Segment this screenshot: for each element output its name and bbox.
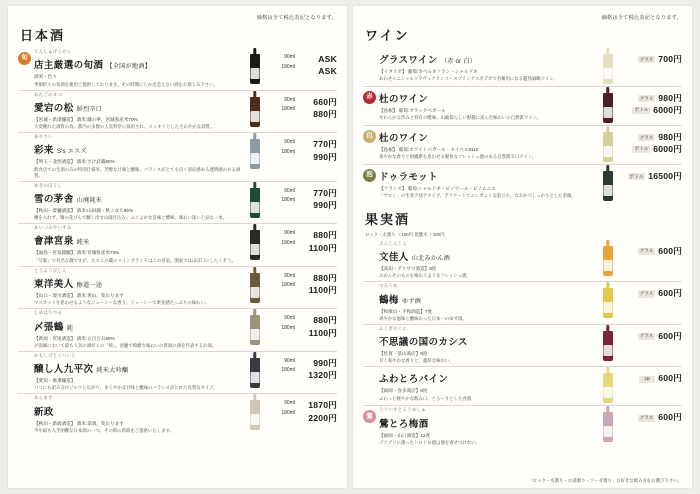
item-info xyxy=(379,50,598,82)
item-name: 文佳人 山北みかん酒 xyxy=(379,252,451,264)
price-column xyxy=(618,89,682,116)
price-line xyxy=(618,412,682,424)
item-info xyxy=(34,396,245,434)
price-column xyxy=(295,135,337,163)
bottle-image xyxy=(247,135,263,169)
menu-item-row xyxy=(363,165,682,203)
badge-slot xyxy=(363,327,379,329)
serving-tag: グラス xyxy=(639,95,654,101)
price-value: 2200円 xyxy=(308,412,337,423)
price-value: 990円 xyxy=(313,199,337,210)
item-description: みかんそのものを味わうようなフレッシュ感。 xyxy=(379,273,471,279)
left-tax-note: 価格は全て税込表記となります。 xyxy=(256,15,337,21)
item-info xyxy=(379,167,598,199)
price-column xyxy=(618,242,682,258)
item-meta: 【島根】 葡萄:ブラックペガール xyxy=(379,108,446,113)
item-name: 鶴梅 ゆず酒 xyxy=(379,294,421,306)
serving-tag: ボトル xyxy=(629,173,644,179)
price-line xyxy=(618,171,682,183)
price-line xyxy=(618,288,682,300)
item-info xyxy=(34,269,245,307)
volume-column xyxy=(265,269,295,291)
item-name-line xyxy=(379,247,595,265)
item-name: 彩来 S's エスズ xyxy=(34,145,87,157)
menu-item-row xyxy=(18,309,337,352)
price-line xyxy=(618,373,682,385)
volume-column xyxy=(265,93,295,115)
price-column xyxy=(618,408,682,424)
badge-slot xyxy=(18,311,34,313)
badge-slot xyxy=(363,50,379,52)
menu-item-row xyxy=(18,352,337,395)
price-value: 600円 xyxy=(658,412,682,423)
item-description: 爽やかな風味と酸味わった日本一のゆず酒。 xyxy=(379,315,467,321)
section-title-wine: ワイン xyxy=(365,28,410,43)
item-description: 「サロン」の生産テ経ゲセイブ、デリケートでエレガントな泡立ち、なおかつしっかりとした余韻。 xyxy=(379,193,576,199)
price-value: 1320円 xyxy=(308,370,337,381)
item-name-line xyxy=(34,98,242,116)
item-furigana: つるうめ xyxy=(379,283,398,289)
volume-value: 90ml xyxy=(284,187,295,194)
badge-slot xyxy=(18,50,34,65)
item-subtitle: 山廃純米 xyxy=(76,196,103,204)
serving-tag: グラス xyxy=(639,415,654,421)
volume-column xyxy=(265,354,295,376)
item-meta: 【埼玉・北西酒造】 酒米:さけ武蔵60% xyxy=(34,159,115,165)
price-value: 880円 xyxy=(313,230,337,241)
badge-slot xyxy=(18,396,34,398)
item-furigana: あらまさ xyxy=(34,395,53,401)
item-name: 新政 xyxy=(34,406,54,418)
item-meta: 【秋田・齋彌酒造】 酒米:山田錦・秋こまち65% xyxy=(34,207,134,213)
item-furigana: ふしぎのくに xyxy=(379,325,408,331)
item-name: 愛宕の松 鮮烈辛口 xyxy=(34,102,103,114)
price-column xyxy=(618,128,682,155)
badge-slot xyxy=(18,354,34,356)
item-meta: 酒米・色々 xyxy=(34,74,57,80)
item-name: ドゥラモット xyxy=(379,172,438,183)
item-name: 不思議の国のカシス xyxy=(379,337,468,349)
badge-slot xyxy=(363,89,379,104)
price-column xyxy=(295,396,337,424)
badge-slot xyxy=(18,135,34,137)
badge-slot xyxy=(18,184,34,186)
menu-item-row xyxy=(18,48,337,91)
volume-column xyxy=(265,135,295,157)
bottle-image xyxy=(247,396,263,430)
item-furigana: ぶんじんじん xyxy=(379,240,408,246)
volume-value: 90ml xyxy=(284,54,295,60)
price-column xyxy=(618,284,682,300)
item-info xyxy=(379,369,598,401)
item-furigana: てんしゅげんせん xyxy=(34,49,72,54)
bottle-image xyxy=(247,93,263,127)
item-furigana: とうようびじん xyxy=(34,267,67,273)
volume-value: 180ml xyxy=(281,282,295,289)
price-value: 980円 xyxy=(658,132,682,142)
item-subtitle: 純米 xyxy=(76,239,90,247)
bottle-image xyxy=(247,226,263,260)
serving-tag: グラス xyxy=(639,248,654,254)
price-value: 1100円 xyxy=(308,327,337,338)
left-page xyxy=(8,6,347,488)
price-column xyxy=(618,50,682,66)
item-meta: 【秋田・新政酒造】 酒米:掌酒、変わります xyxy=(34,420,124,426)
volume-column xyxy=(265,184,295,206)
menu-item-row xyxy=(363,367,682,406)
volume-value: 180ml xyxy=(281,106,295,113)
volume-value: 180ml xyxy=(281,197,295,204)
item-meta: 【フランス】 葡萄:シャルドネ・ピノワール・ピノムニエ xyxy=(379,186,496,191)
item-name: 〆張鶴 純 xyxy=(34,321,74,333)
price-column xyxy=(618,369,682,385)
bottle-image xyxy=(600,50,616,84)
volume-column xyxy=(265,311,295,333)
item-info xyxy=(34,354,245,392)
item-meta: 【イタリア】 葡萄:カベルネフラン・シャルドネ xyxy=(379,69,478,74)
price-value: 600円 xyxy=(658,373,682,384)
price-column xyxy=(295,184,337,212)
item-description: 櫂を入れず、麹の花びらで醸し出す山廃仕込み。ふくよかな旨味と酸味、味わい深い上品な一本。 xyxy=(34,215,228,221)
bottle-image xyxy=(247,184,263,218)
item-name-line xyxy=(379,89,595,107)
item-info xyxy=(379,89,598,121)
volume-value: 90ml xyxy=(284,230,295,237)
right-page xyxy=(353,6,692,488)
right-tax-note: 価格は全て税込表記となります。 xyxy=(601,15,682,21)
menu-item-row xyxy=(363,282,682,325)
serving-tag: ボトル xyxy=(634,146,649,152)
item-description: パリにも訳み分けジルウと広がり、まろやかな甘味と酸味のバランスがとれた良質なタイプ。 xyxy=(34,385,218,391)
item-meta: 【福岡・山口酒造】12度 xyxy=(379,432,431,438)
item-meta: 【新潟・宮尾酒造】 酒米:五百万石50% xyxy=(34,335,115,341)
price-value: 880円 xyxy=(313,272,337,283)
price-value: 6000円 xyxy=(653,143,682,154)
price-value: 770円 xyxy=(313,187,337,198)
price-column xyxy=(295,226,337,254)
item-name: 杜のワイン xyxy=(379,133,429,144)
item-description: 大変優れた酒質の為、都内の多数の人気料亭に採用され、スッキリとしたさわやかな酒質。 xyxy=(34,124,215,130)
soda-note: ロック・水割り ＋100円 炭酸水 ＋100円 xyxy=(365,232,445,237)
item-name: グラスワイン （赤 or 白） xyxy=(379,55,477,66)
category-badge: 鶯 xyxy=(363,410,376,423)
sake-item-list xyxy=(18,48,337,436)
item-furigana: しめはりつる xyxy=(34,310,63,316)
badge-slot xyxy=(363,167,379,182)
item-name-line xyxy=(34,55,242,73)
item-name: ふわとろパイン xyxy=(379,374,449,386)
serving-tag: グラス xyxy=(639,333,654,339)
bottle-image xyxy=(600,327,616,361)
badge-slot xyxy=(18,269,34,271)
badge-slot xyxy=(363,369,379,371)
volume-value: 90ml xyxy=(284,272,295,279)
badge-slot xyxy=(363,128,379,143)
serving-tag: グラス xyxy=(639,56,654,62)
item-info xyxy=(379,284,598,322)
item-info xyxy=(34,50,245,88)
item-subtitle: 鮮烈辛口 xyxy=(76,105,103,113)
item-description: あわせイニシャルソアヴェクラシコ・スプリングスボデガで名稱用になる題熟誠鴫ワイン。 xyxy=(379,76,558,82)
bottle-image xyxy=(600,128,616,162)
price-value: ASK xyxy=(318,66,337,77)
price-value: 880円 xyxy=(313,108,337,119)
price-value: 990円 xyxy=(313,357,337,368)
bottle-image xyxy=(600,408,616,442)
item-meta: 【高知・アリサワ酒造】8度 xyxy=(379,266,437,272)
price-value: 16500円 xyxy=(648,171,682,181)
item-info xyxy=(34,311,245,349)
bottle-image xyxy=(247,269,263,303)
serving-tag: ボトル xyxy=(634,107,649,113)
badge-slot xyxy=(363,284,379,286)
category-badge: 赤 xyxy=(363,91,376,104)
item-info xyxy=(379,242,598,280)
volume-value: 90ml xyxy=(284,96,295,103)
bottle-image xyxy=(600,284,616,318)
price-line xyxy=(618,54,682,66)
item-meta: 【福岡・喜多商店】8度 xyxy=(379,388,428,394)
price-column xyxy=(295,50,337,78)
price-column xyxy=(618,327,682,343)
wine-item-list xyxy=(363,48,682,203)
badge-slot xyxy=(18,226,34,228)
item-subtitle: S's エスズ xyxy=(56,148,87,156)
item-description: 〆張鶴において最も人気の酒がこの「純」。淡麗で綺麗な味わいの新潟の酒を代表するお酒。 xyxy=(34,342,217,348)
item-name: 醸し人九平次 純米大吟醸 xyxy=(34,364,129,376)
item-name-line xyxy=(379,290,595,308)
menu-item-row xyxy=(363,48,682,87)
price-value: ASK xyxy=(318,54,337,64)
item-meta: 【佐賀・基山商店】8度 xyxy=(379,351,428,357)
item-description: 季節折々の旬酒を使用ご提供しております。その時期にしか出会えない酒をお楽しみ下さい。 xyxy=(34,81,219,87)
price-value: 600円 xyxy=(658,245,682,256)
item-furigana: うぐいすとろうめしゅ xyxy=(379,407,426,413)
menu-item-row xyxy=(18,91,337,134)
item-subtitle: （赤 or 白） xyxy=(440,58,477,65)
price-column xyxy=(618,167,682,183)
menu-item-row xyxy=(18,267,337,310)
price-value: 600円 xyxy=(658,330,682,341)
item-info xyxy=(34,135,245,178)
badge-slot xyxy=(18,93,34,95)
item-subtitle: 純米大吟醸 xyxy=(96,367,129,375)
price-line xyxy=(618,93,682,105)
item-meta: 【島根】 葡萄:ホワイトペガール・セイベル9110 xyxy=(379,147,479,152)
price-value: 700円 xyxy=(658,54,682,64)
fruit-item-list xyxy=(363,240,682,448)
volume-value: 180ml xyxy=(281,367,295,374)
price-value: 770円 xyxy=(313,139,337,150)
volume-value: 90ml xyxy=(284,139,295,146)
item-subtitle: 【全国が地酒】 xyxy=(106,63,152,71)
item-name-line xyxy=(34,317,242,335)
item-name: 會津宮泉 純米 xyxy=(34,236,90,248)
badge-slot xyxy=(363,408,379,423)
price-line xyxy=(618,331,682,343)
price-value: 1870円 xyxy=(308,400,337,411)
category-badge: 泡 xyxy=(363,169,376,182)
item-name: 東洋美人 醇道一途 xyxy=(34,279,103,290)
bottle-image xyxy=(247,354,263,388)
item-subtitle: ゆず酒 xyxy=(401,297,421,305)
price-column xyxy=(295,311,337,339)
item-subtitle: 純 xyxy=(66,324,74,332)
bottle-image xyxy=(600,89,616,123)
price-value: 1100円 xyxy=(308,285,337,296)
volume-value: 90ml xyxy=(284,357,295,364)
price-value: 6000円 xyxy=(653,104,682,115)
item-name-line xyxy=(379,332,595,350)
price-line xyxy=(618,132,682,144)
menu-item-row xyxy=(363,87,682,126)
item-furigana: あやさい xyxy=(34,134,53,140)
item-description: 「写楽」で有名な蔵ですが、元々この蔵のメインブランドはこの宮泉。関東ではほぼ口にしたくそう。 xyxy=(34,257,236,263)
menu-item-row xyxy=(363,325,682,368)
item-description: 甘く爽やかな香りと、濃厚な味わい。 xyxy=(379,358,454,364)
section-title-fruit: 果実酒 xyxy=(365,212,411,227)
serving-tag: LE xyxy=(639,376,655,383)
item-name-line xyxy=(34,140,242,158)
category-badge: 旬 xyxy=(18,52,31,65)
item-name-line xyxy=(34,274,242,292)
item-subtitle: 醇道一途 xyxy=(76,282,103,289)
badge-slot xyxy=(363,242,379,244)
item-description: 爽やかな香りと柑橘系を思わせる軽快なフレッシュ感のある自然派辛口ワイン。 xyxy=(379,154,537,160)
item-furigana: あいづみやいずみ xyxy=(34,225,72,231)
bottle-image xyxy=(600,167,616,201)
item-name-line xyxy=(379,50,595,68)
item-info xyxy=(379,327,598,365)
volume-column xyxy=(265,226,295,248)
item-description: ゴリゴリに薄ったトロトロ感は他を寄せつけない。 xyxy=(379,439,480,445)
item-name: 店主厳選の旬酒 【全国が地酒】 xyxy=(34,60,152,72)
item-description: マスカットを思わせるようなジューシーな香り、ジューシーで果実感たっぷりの味わい。 xyxy=(34,300,210,306)
serving-tag: グラス xyxy=(639,290,654,296)
menu-item-row xyxy=(18,133,337,181)
menu-item-row xyxy=(18,224,337,267)
price-value: 1100円 xyxy=(308,242,337,253)
item-name: 杜のワイン xyxy=(379,94,429,105)
bottle-image xyxy=(247,50,263,84)
item-meta: 【愛知・萬乗醸造】 xyxy=(34,378,76,384)
price-line xyxy=(618,144,682,156)
item-subtitle: 山北みかん酒 xyxy=(411,255,451,263)
item-name-line xyxy=(34,359,242,377)
serving-tag: グラス xyxy=(639,134,654,140)
item-meta: 【福島・宮泉銘醸】 酒米:宮城県産米70% xyxy=(34,250,120,256)
volume-value: 90ml xyxy=(284,315,295,322)
item-name: 鶯とろ梅酒 xyxy=(379,418,429,430)
item-name: 雪の茅舎 山廃純米 xyxy=(34,193,103,205)
item-description: 飲食店での生酒のみの特別仕様米、芳醇な甘味と酸味、バランスがとても良く清涼感ある透明感のある酒質。 xyxy=(34,166,241,178)
price-column xyxy=(295,354,337,382)
item-name-line xyxy=(379,167,595,185)
item-description: ふわっと軽やかな飲み口、とろ～りとした食感。 xyxy=(379,395,476,401)
price-value: 600円 xyxy=(658,288,682,299)
menu-item-row xyxy=(363,406,682,448)
menu-item-row xyxy=(363,126,682,165)
item-name-line xyxy=(34,402,242,420)
volume-value: 180ml xyxy=(281,63,295,70)
price-value: 880円 xyxy=(313,315,337,326)
volume-value: 180ml xyxy=(281,148,295,155)
volume-value: 90ml xyxy=(284,400,295,407)
volume-column xyxy=(265,396,295,418)
volume-column xyxy=(265,50,295,72)
price-value: 990円 xyxy=(313,151,337,162)
menu-item-row xyxy=(18,394,337,436)
item-meta: 【山口・澄川酒造】 酒米:愛山、変わりまず xyxy=(34,293,124,298)
price-value: 980円 xyxy=(658,93,682,103)
section-title-sake: 日本酒 xyxy=(20,28,66,43)
item-name-line xyxy=(379,369,595,387)
item-description: 今や最も入手困難な日本酒の一つ。その時の新政をご提供いたします。 xyxy=(34,427,174,433)
bottle-image xyxy=(600,369,616,403)
item-name-line xyxy=(379,128,595,146)
price-column xyxy=(295,269,337,297)
item-info xyxy=(379,408,598,446)
category-badge: 白 xyxy=(363,130,376,143)
volume-value: 180ml xyxy=(281,409,295,416)
menu-item-row xyxy=(363,240,682,283)
item-meta: 【和歌山・平和酒造】7度 xyxy=(379,308,433,314)
item-furigana: ゆきのぼうし xyxy=(34,182,63,188)
item-info xyxy=(34,226,245,264)
volume-value: 180ml xyxy=(281,239,295,246)
price-column xyxy=(295,93,337,121)
bottle-image xyxy=(600,242,616,276)
item-info xyxy=(34,93,245,131)
right-foot-note: 「ロック・水割り・お湯割り・ソーダ割り」お好きな飲み方をお選び下さい。 xyxy=(528,478,682,483)
item-name-line xyxy=(34,189,242,207)
item-name-line xyxy=(34,231,242,249)
item-description: やわらかな渋みと特有の酸味、山葡萄らしい野趣に富んだ味わいの自然派ワイン。 xyxy=(379,115,541,121)
item-info xyxy=(379,128,598,160)
menu-item-row xyxy=(18,182,337,225)
volume-value: 180ml xyxy=(281,324,295,331)
item-furigana: かもしびとくへいじ xyxy=(34,352,77,358)
price-line xyxy=(618,246,682,258)
item-name-line xyxy=(379,414,595,432)
item-info xyxy=(34,184,245,222)
price-line xyxy=(618,105,682,117)
bottle-image xyxy=(247,311,263,345)
item-furigana: あたごのまつ xyxy=(34,91,63,97)
item-meta: 【宮城・新澤醸造】 酒米:蔵の華、宮城県産米70% xyxy=(34,116,138,122)
price-value: 660円 xyxy=(313,96,337,107)
